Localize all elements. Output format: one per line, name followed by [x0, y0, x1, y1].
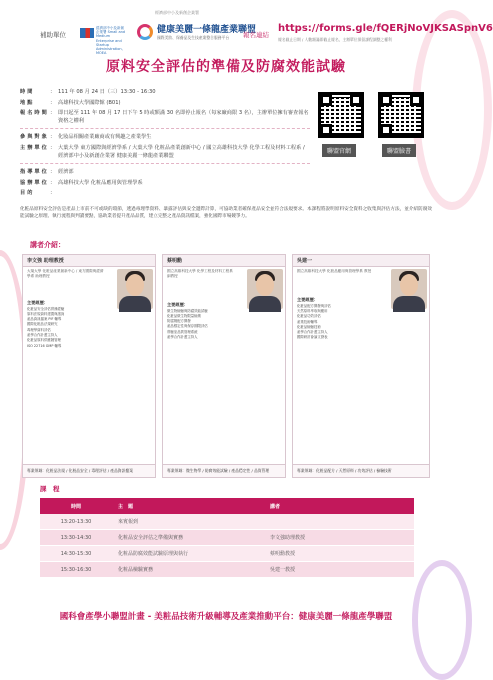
course-header-row: [40, 498, 414, 514]
speaker-card: [292, 254, 430, 478]
info-key: 協辦單位: [20, 179, 49, 186]
info-row-time: 時間 ： 111 年 08 月 24 日（三）13:30 - 16:30: [20, 88, 310, 96]
cell-speaker: 蔡明勳教授: [270, 551, 296, 557]
col-speaker-header: 講者: [270, 503, 281, 510]
list-item: 化粧品檢驗技術: [297, 324, 321, 329]
list-item: 化粧品原料供應鏈管理: [27, 338, 61, 343]
speaker-role: 國立高雄科技大學 化粧品應用與管理學系 教授: [297, 269, 372, 273]
col-topic-header: 主 題: [118, 503, 134, 510]
list-item: 毒理學資料評估: [27, 327, 51, 332]
footer-banner: 國科會產學小聯盟計畫 - 美粧品技術升級輔導及產業推動平台：健康美麗一條龍產學聯盟: [59, 612, 393, 622]
info-row-guidance: 指導單位 ： 經濟部: [20, 168, 310, 176]
moea-logo-mark-icon: [80, 28, 94, 38]
alliance-sub: 國際美妝、保養品及生技產業整合服務平台: [157, 35, 230, 40]
alliance-ring-icon: [137, 24, 153, 40]
info-row-location: 地點 ： 高雄科技大學國際館 (B01): [20, 99, 310, 107]
list-item: 國際研討會論文發表: [297, 335, 328, 340]
list-item: 國際化粧品法規研究: [27, 322, 58, 327]
cell-topic: 化粧品防腐效能試驗原理與執行: [118, 551, 189, 557]
course-heading: 課 程: [40, 485, 60, 493]
list-item: 天然原料萃取與應用: [297, 309, 328, 314]
speaker-photo: [117, 269, 153, 309]
alliance-name: 健康美麗一條龍產業聯盟: [157, 25, 257, 35]
info-key: 目的: [20, 190, 35, 197]
speaker-exp-list: [163, 309, 285, 341]
list-item: 產學合作計畫主持人: [167, 335, 198, 340]
list-item: 產品穩定性與保存期限評估: [167, 324, 208, 329]
register-link[interactable]: https://forms.gle/fQERjNoVJKSASpnV6: [278, 23, 493, 34]
speaker-exp-list: [23, 307, 155, 349]
info-row-audience: 參與對象 ： 化妝品相關產業廠商或有興趣之產業學生: [20, 133, 310, 141]
list-item: 產業技術輔導: [297, 319, 318, 324]
info-row-registration: 報名時間 ： 即日起至 111 年 08 月 17 日下午 5 時或額滿 30 名即停止報名（每家廠商限 3 名），主辦單位擁有審查報名資格之權利: [20, 110, 309, 125]
cell-speaker: 李文強助理教授: [270, 535, 306, 541]
qr-codes: [314, 88, 434, 170]
cell-topic: 來賓報到: [118, 519, 139, 525]
website-qr-icon[interactable]: [318, 92, 364, 138]
info-key: 時間: [20, 89, 35, 95]
cell-topic: 化粧品檢驗實務: [118, 567, 154, 573]
list-item: ISO 22716 GMP 輔導: [27, 343, 62, 348]
table-row: [40, 562, 414, 578]
speaker-specialty: 專業領域：化粧品法規 / 化粧品安全 / 毒理評估 / 產品資訊檔案: [23, 464, 155, 477]
list-item: 產學合作計畫主持人: [27, 333, 58, 338]
header: [0, 0, 493, 56]
cell-speaker: 吳建一教授: [270, 567, 296, 573]
register-label: 報名連結: [243, 31, 269, 39]
info-value: [58, 189, 310, 197]
list-item: 防腐劑配方開發: [167, 319, 191, 324]
info-row-purpose: 目的 ：: [20, 189, 310, 197]
alliance-logo: [137, 22, 256, 41]
info-value: 111 年 08 月 24 日（三）13:30 - 16:30: [58, 89, 156, 95]
facebook-qr-icon[interactable]: [378, 92, 424, 138]
page-title: 原料安全評估的準備及防腐效能試驗: [106, 59, 346, 75]
facebook-qr-label: 聯盟臉書: [382, 144, 416, 157]
speaker-role: 大葉大學 化粧品產業創新中心 / 東方國際與經濟學系 助理教授: [27, 269, 104, 278]
cell-topic: 化粧品安全評估之準備與實務: [118, 535, 184, 541]
cell-time: 14:30-15:30: [60, 550, 92, 557]
speaker-card: [22, 254, 156, 478]
divider: [20, 163, 310, 164]
info-row-organizer: 主辦單位 ： 大葉大學 東方國際與經濟學系 / 大葉大學 化粧品產業創新中心 / 國立高雄科技大學 化學工程及材料工程系 / 經濟部中小及新創企業署 健康美麗一條龍產業聯盟: [20, 144, 310, 160]
speaker-role: 國立高雄科技大學 化學工程及材料工程系 副教授: [167, 269, 233, 278]
event-info: [20, 88, 310, 200]
info-key: 主辦單位: [20, 144, 49, 151]
moea-logo: [80, 24, 128, 56]
info-value: 化妝品相關產業廠商或有興趣之產業學生: [58, 134, 152, 141]
info-key: 報名時間: [20, 110, 49, 117]
info-key: 指導單位: [20, 168, 49, 175]
info-row-co-organizer: 協辦單位 ： 高雄科技大學 化粧品應用與管理學系: [20, 179, 310, 187]
moea-logo-text: 經濟部中小及新創企業署 Small and Medium Enterprise and Startup Administration, MOEA: [96, 26, 126, 56]
register-note: 報名截止日期 / 人數額滿即截止報名，主辦單位保留課程調整之權利: [278, 37, 392, 42]
info-key: 參與對象: [20, 134, 49, 141]
cell-time: 15:30-16:30: [60, 566, 92, 573]
speakers-heading: 講者介紹：: [30, 241, 65, 249]
speaker-specialty: 專業領域：化粧品配方 / 天然原料 / 功效評估 / 檢驗技術: [293, 464, 429, 477]
info-value: 高雄科技大學 化粧品應用與管理學系: [58, 179, 143, 186]
speaker-specialty: 專業領域：微生物學 / 防腐效能試驗 / 產品穩定性 / 品質管理: [163, 464, 285, 477]
table-row: [40, 530, 414, 546]
list-item: 化粧品配方開發與評估: [297, 303, 331, 308]
list-item: 產學合作計畫主持人: [297, 330, 328, 335]
info-value: 經濟部: [58, 168, 74, 175]
speaker-exp-heading: 主要經歷：: [27, 299, 48, 305]
website-qr-label: 聯盟官網: [322, 144, 356, 157]
speaker-name: 吳建一: [293, 255, 429, 267]
table-row: [40, 514, 414, 530]
list-item: 產品資訊檔案 PIF 輔導: [27, 317, 62, 322]
event-description: 化粧品原料安全評估是產品上市前不可或缺的環節，透過毒理學資料、暴露評估與安全邊際計算，可協助業者確保產品安全並符合法規要求。本課程將說明原料安全資料之收集與評估方法，並介紹防腐效能試驗之原理、執行流程與判讀要點，協助業者提升產品品質，建立完整之產品資訊檔案，強化國際市場競爭力。: [20, 207, 432, 220]
col-time-header: 時間: [70, 503, 81, 510]
info-value: 大葉大學 東方國際與經濟學系 / 大葉大學 化粧品產業創新中心 / 國立高雄科技大學 化學工程及材料工程系 / 經濟部中小及新創企業署 健康美麗一條龍產業聯盟: [58, 144, 305, 159]
cell-time: 13:30-14:30: [60, 534, 92, 541]
info-value: 即日起至 111 年 08 月 17 日下午 5 時或額滿 30 名即停止報名（每家廠商限 3 名），主辦單位擁有審查報名資格之權利: [58, 110, 309, 125]
course-table: [40, 498, 414, 578]
list-item: 化粧品安全評估實務經驗: [27, 306, 65, 311]
speaker-photo: [247, 269, 283, 309]
top-tiny-text: 經濟部中小及新創企業署: [155, 10, 199, 15]
speaker-name: 李文強 助理教授: [23, 255, 155, 267]
host-label: 補助單位: [40, 31, 66, 39]
info-value: 高雄科技大學國際館 (B01): [58, 99, 121, 106]
list-item: 化粧品功效評估: [297, 314, 321, 319]
list-item: 微生物檢驗與防腐效能試驗: [167, 308, 208, 313]
list-item: 化粧品微生物限量檢測: [167, 313, 201, 318]
table-row: [40, 546, 414, 562]
info-key: 地點: [20, 99, 35, 106]
speaker-card: [162, 254, 286, 478]
divider: [20, 128, 310, 129]
list-item: 原料法規資料建置與諮詢: [27, 311, 65, 316]
list-item: 實驗室品質管理系統: [167, 329, 198, 334]
speaker-exp-heading: 主要經歷：: [167, 301, 188, 307]
cell-time: 13:20-13:30: [60, 518, 92, 525]
speaker-exp-heading: 主要經歷：: [297, 296, 318, 302]
speaker-photo: [391, 269, 427, 309]
speaker-name: 蔡明勳: [163, 255, 285, 267]
